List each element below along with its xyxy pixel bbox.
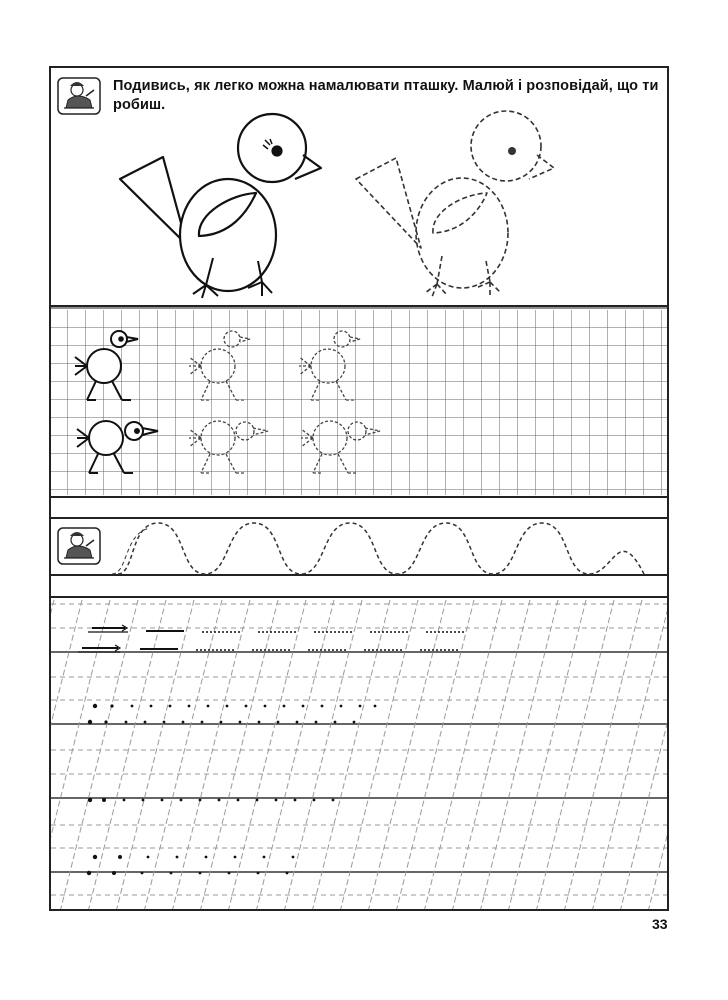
child-drawing-icon (58, 78, 100, 114)
bird-dashed (356, 111, 554, 297)
grid-area (51, 310, 667, 495)
page-number: 33 (652, 916, 668, 932)
child-drawing-icon (58, 528, 100, 564)
task-instruction: Подивись, як легко можна намалювати пташку. Малюй і розповідай, що ти робиш. (113, 78, 659, 113)
bird-solid (120, 114, 321, 298)
wave-trace (112, 523, 644, 574)
